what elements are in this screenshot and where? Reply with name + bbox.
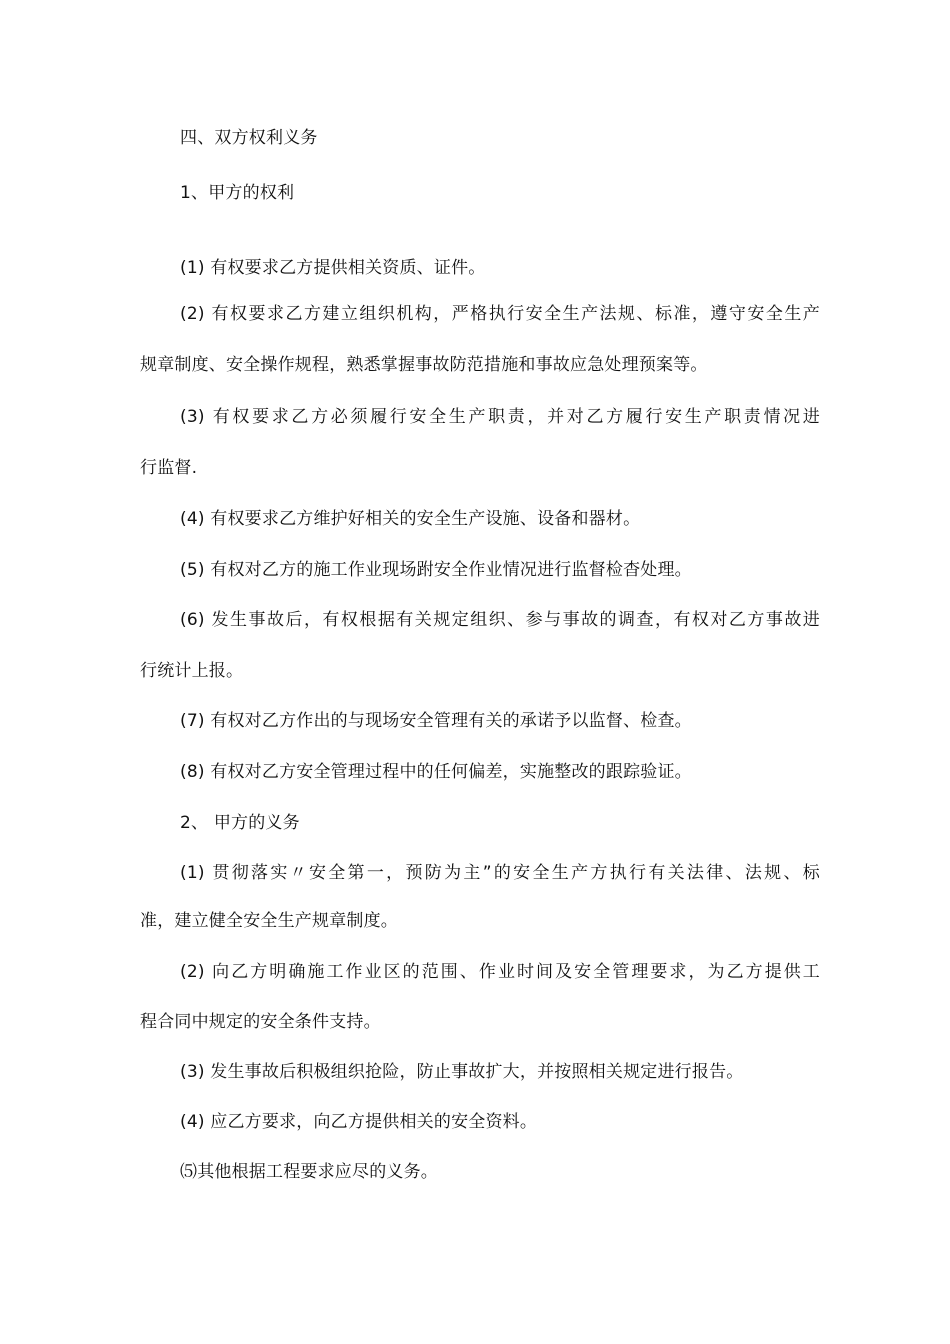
duties-item-1-line-1: (1) 贯彻落实〃安全第一，预防为主”的安全生产方执行有关法律、法规、标 — [180, 863, 820, 883]
duties-item-5: ⑸其他根据工程要求应尽的义务。 — [180, 1162, 438, 1182]
rights-item-3-line-1: (3) 有权要求乙方必须履行安全生产职责，并对乙方履行安生产职责情况进 — [180, 407, 820, 427]
duties-item-3: (3) 发生事故后积极组织抢险，防止事故扩大，并按照相关规定进行报告。 — [180, 1062, 744, 1082]
rights-item-6-line-2: 行统计上报。 — [140, 661, 244, 681]
rights-item-6-line-1: (6) 发生事故后，有权根据有关规定组织、参与事故的调查，有权对乙方事故进 — [180, 610, 820, 630]
duties-item-2-line-1: (2) 向乙方明确施工作业区的范围、作业时间及安全管理要求，为乙方提供工 — [180, 962, 820, 982]
subsection-title-duties: 2、 甲方的义务 — [180, 813, 300, 833]
rights-item-2-line-2: 规章制度、安全操作规程，熟悉掌握事故防范措施和事故应急处理预案等。 — [140, 355, 708, 375]
rights-item-3-line-2: 行监督. — [140, 458, 198, 478]
duties-item-4: (4) 应乙方要求，向乙方提供相关的安全资料。 — [180, 1112, 538, 1132]
duties-item-1-line-2: 准，建立健全安全生产规章制度。 — [140, 911, 398, 931]
subsection-title-rights: 1、甲方的权利 — [180, 183, 295, 203]
rights-item-7: (7) 有权对乙方作出的与现场安全管理有关的承诺予以监督、检查。 — [180, 711, 692, 731]
rights-item-1: (1) 有权要求乙方提供相关资质、证件。 — [180, 258, 486, 278]
rights-item-8: (8) 有权对乙方安全管理过程中的任何偏差，实施整改的跟踪验证。 — [180, 762, 692, 782]
rights-item-4: (4) 有权要求乙方维护好相关的安全生产设施、设备和器材。 — [180, 509, 641, 529]
duties-item-2-line-2: 程合同中规定的安全条件支持。 — [140, 1012, 381, 1032]
rights-item-2-line-1: (2) 有权要求乙方建立组织机构，严格执行安全生产法规、标准，遵守安全生产 — [180, 304, 820, 324]
rights-item-5: (5) 有权对乙方的施工作业现场跗安全作业情况进行监督检杳处理。 — [180, 560, 692, 580]
section-title: 四、双方权利义务 — [180, 128, 318, 148]
